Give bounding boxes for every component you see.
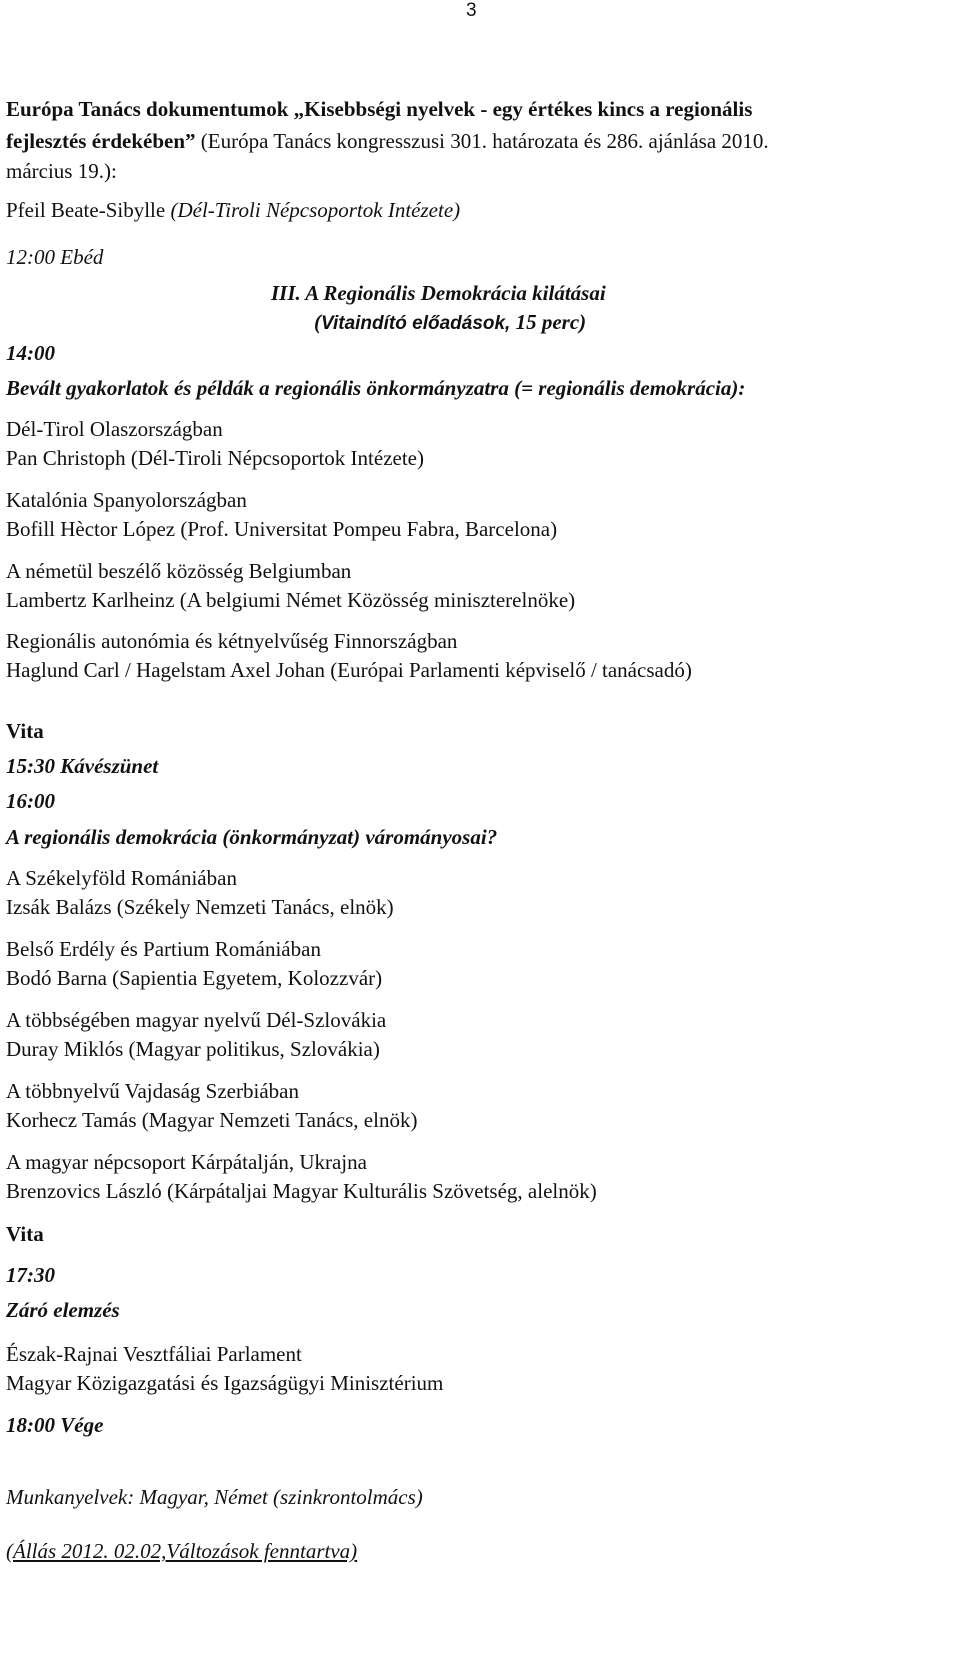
council-speaker-org: (Dél-Tiroli Népcsoportok Intézete) — [170, 198, 461, 222]
entry-title: A Székelyföld Romániában — [6, 866, 237, 890]
council-line-1 — [6, 98, 752, 120]
section3-discussion: Vita — [6, 719, 44, 743]
council-speaker — [6, 199, 460, 221]
entry-title: Belső Erdély és Partium Romániában — [6, 937, 321, 961]
closing-speaker-1: Észak-Rajnai Vesztfáliai Parlament — [6, 1342, 302, 1366]
status-note: (Állás 2012. 02.02,Változások fenntartva) — [6, 1539, 358, 1563]
council-line-2 — [6, 130, 769, 152]
section4-discussion: Vita — [6, 1222, 44, 1246]
lunch-break: 12:00 Ebéd — [6, 245, 104, 269]
entry-title: A németül beszélő közösség Belgiumban — [6, 559, 352, 583]
entry-title: Regionális autonómia és kétnyelvűség Finnországban — [6, 629, 458, 653]
entry-title: Dél-Tirol Olaszországban — [6, 417, 223, 441]
end-time: 18:00 Vége — [6, 1413, 104, 1437]
working-languages: Munkanyelvek: Magyar, Német (szinkrontolmács) — [6, 1485, 423, 1509]
entry-speaker: Korhecz Tamás (Magyar Nemzeti Tanács, elnök) — [6, 1108, 418, 1132]
entry-title: A többnyelvű Vajdaság Szerbiában — [6, 1079, 299, 1103]
council-title-part2: fejlesztés érdekében” — [6, 129, 196, 153]
section4-topic: A regionális demokrácia (önkormányzat) várományosai? — [6, 825, 498, 849]
council-date: március 19.): — [6, 159, 117, 183]
entry-speaker: Duray Miklós (Magyar politikus, Szlovákia) — [6, 1037, 380, 1061]
entry-title: Katalónia Spanyolországban — [6, 488, 247, 512]
entry-title: A többségében magyar nyelvű Dél-Szlovákia — [6, 1008, 387, 1032]
entry-speaker: Lambertz Karlheinz (A belgiumi Német Közösség miniszterelnöke) — [6, 588, 576, 612]
council-reference: (Európa Tanács kongresszusi 301. határozata és 286. ajánlása 2010. — [195, 129, 769, 153]
entry-speaker: Brenzovics László (Kárpátaljai Magyar Kulturális Szövetség, alelnök) — [6, 1179, 597, 1203]
section3-time: 14:00 — [6, 341, 55, 365]
council-speaker-name: Pfeil Beate-Sibylle — [6, 198, 171, 222]
section3-topic: Bevált gyakorlatok és példák a regionális önkormányzatra (= regionális demokrácia): — [6, 376, 746, 400]
section3-heading: III. A Regionális Demokrácia kilátásai — [271, 281, 606, 305]
entry-speaker: Bodó Barna (Sapientia Egyetem, Kolozzvár) — [6, 966, 383, 990]
coffee-break: 15:30 Kávészünet — [6, 754, 159, 778]
section3-sub-keynotes: Vitaindító előadások, — [321, 313, 511, 334]
section3-sub-open: ( — [314, 310, 321, 334]
closing-title: Záró elemzés — [6, 1298, 120, 1322]
council-title-part1: Európa Tanács dokumentumok „Kisebbségi nyelvek - egy értékes kincs a regionális — [6, 97, 753, 121]
section4-time: 16:00 — [6, 789, 55, 813]
closing-speaker-2: Magyar Közigazgatási és Igazságügyi Minisztérium — [6, 1371, 444, 1395]
entry-speaker: Haglund Carl / Hagelstam Axel Johan (Európai Parlamenti képviselő / tanácsadó) — [6, 658, 692, 682]
entry-speaker: Bofill Hèctor López (Prof. Universitat Pompeu Fabra, Barcelona) — [6, 517, 558, 541]
entry-speaker: Izsák Balázs (Székely Nemzeti Tanács, elnök) — [6, 895, 394, 919]
closing-time: 17:30 — [6, 1263, 55, 1287]
page-number: 3 — [466, 0, 477, 21]
entry-speaker: Pan Christoph (Dél-Tiroli Népcsoportok Intézete) — [6, 446, 424, 470]
section3-subheading — [314, 311, 586, 334]
entry-title: A magyar népcsoport Kárpátalján, Ukrajna — [6, 1150, 367, 1174]
section3-sub-duration: 15 perc) — [510, 310, 587, 334]
